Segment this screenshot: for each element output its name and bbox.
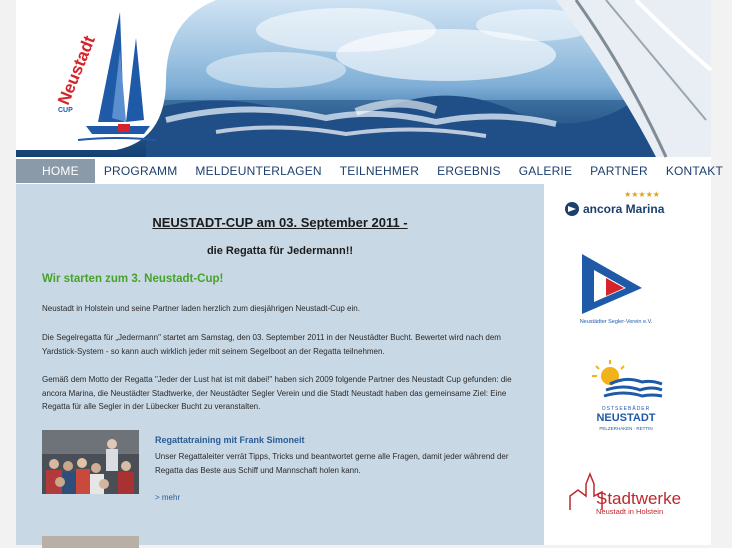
stadtwerke-logo[interactable] xyxy=(566,466,690,518)
nav-ergebnis[interactable]: ERGEBNIS xyxy=(437,164,501,178)
nav-galerie[interactable]: GALERIE xyxy=(518,164,573,178)
ancora-name: ancora Marina xyxy=(583,202,665,216)
logo-cup-text: CUP xyxy=(58,107,73,114)
intro-paragraph-1: Neustadt in Holstein und seine Partner laden herzlich zum diesjährigen Neustadt-Cup ein. xyxy=(42,304,360,313)
partner-sidebar xyxy=(544,184,711,545)
news-thumbnail-image[interactable] xyxy=(42,430,139,494)
neustadt-city-logo[interactable] xyxy=(580,358,672,436)
nsv-logo[interactable] xyxy=(576,250,676,326)
header-banner xyxy=(16,0,711,157)
main-navigation xyxy=(16,159,723,183)
stadtwerke-name: Stadtwerke xyxy=(596,489,682,508)
logo-text: Neustadt xyxy=(54,32,99,108)
headline-text: NEUSTADT-CUP am 03. September 2011 - xyxy=(152,215,408,230)
news-more-link[interactable]: > mehr xyxy=(155,493,181,502)
news-thumbnail-image-2[interactable] xyxy=(42,536,139,548)
news-teaser-text: Unser Regattaleiter verrät Tipps, Tricks und beantwortet gerne alle Fragen, damit jeder während der Regatta das Beste aus Schiff und Mannschaft holen kann. xyxy=(155,452,509,475)
stadtwerke-sub: Neustadt in Holstein xyxy=(596,507,664,516)
main-content xyxy=(16,184,544,545)
intro-paragraph-2: Die Segelregatta für „Jedermann" startet am Samstag, den 03. September 2011 in der Neustädter Bucht. Bewertet wird nach dem Yardstick-System - so kann auch wirklich jeder mit seinem Segelboot an der Regatta teilnehmen. xyxy=(42,333,501,356)
neustadt-line3: PELZERHAKEN · RETTIN xyxy=(599,426,653,431)
intro-heading: Wir starten zum 3. Neustadt-Cup! xyxy=(42,273,224,285)
nsv-caption: Neustädter Segler-Verein e.V. xyxy=(579,319,653,325)
nav-kontakt[interactable]: KONTAKT xyxy=(665,164,723,178)
intro-paragraph-3: Gemäß dem Motto der Regatta "Jeder der Lust hat ist mit dabei!" haben sich 2009 folgende Partner des Neustadt Cup gefunden: die ancora Marina, die Neustädter Stadtwerke, der Neustädter Segler Verein und die Stadt Neustadt haben das gemeinsame Ziel: Eine Regatta für alle Segler in der Lübecker Bucht zu veranstalten. xyxy=(42,375,512,411)
page-headline xyxy=(16,215,544,230)
ancora-stars: ★★★★★ xyxy=(624,190,660,199)
nav-programm[interactable]: PROGRAMM xyxy=(103,164,178,178)
page-subline: die Regatta für Jedermann!! xyxy=(206,245,354,257)
nav-teilnehmer[interactable]: TEILNEHMER xyxy=(339,164,420,178)
neustadt-line2: NEUSTADT xyxy=(596,412,656,424)
ancora-marina-logo[interactable] xyxy=(564,186,694,222)
nav-meldeunterlagen[interactable]: MELDEUNTERLAGEN xyxy=(195,164,322,178)
neustadt-cup-logo[interactable] xyxy=(16,0,711,157)
news-title-link[interactable]: Regattatraining mit Frank Simoneit xyxy=(155,435,305,445)
nav-home[interactable]: HOME xyxy=(16,159,95,183)
neustadt-line1: OSTSEEBÄDER xyxy=(601,406,651,412)
page xyxy=(16,0,723,545)
nav-partner[interactable]: PARTNER xyxy=(590,164,648,178)
